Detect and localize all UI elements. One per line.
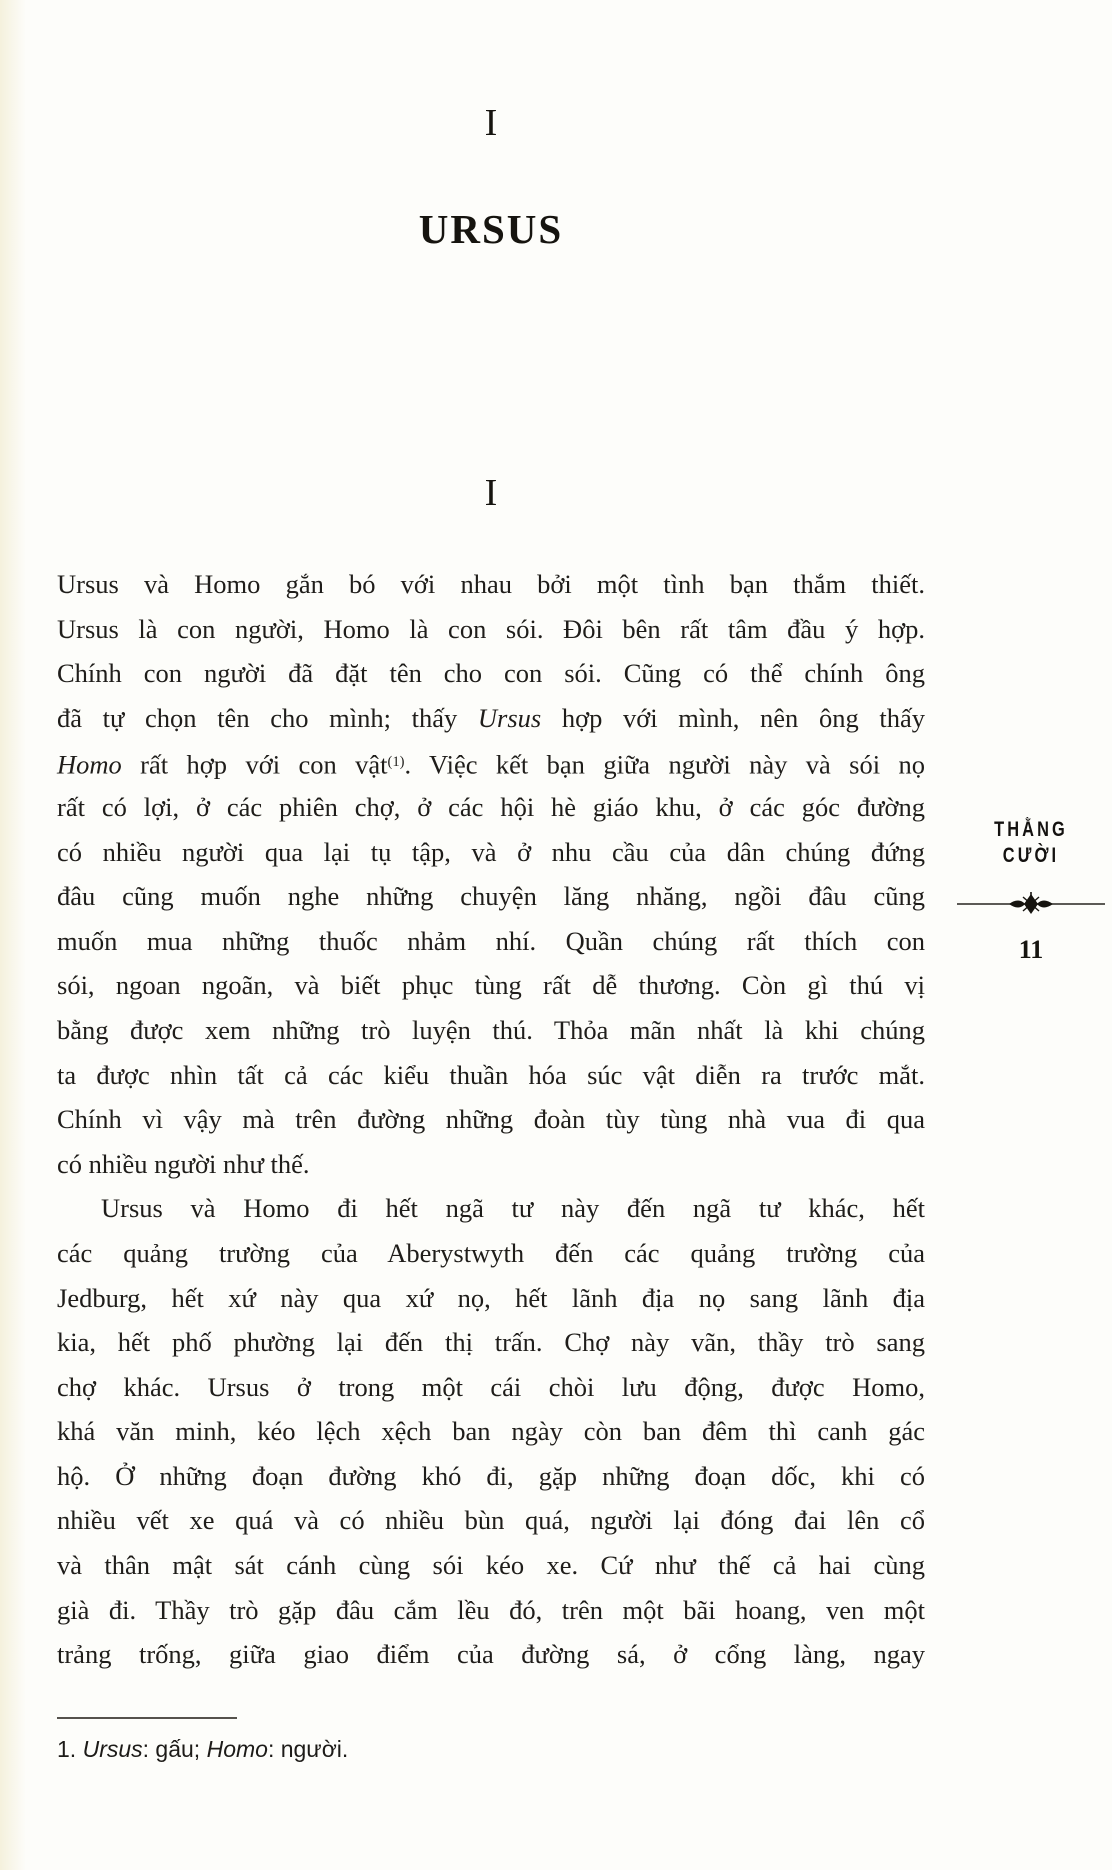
line-text: ta được nhìn tất cả các kiểu thuần hóa súc vật diễn ra trước mắt. <box>57 1059 925 1090</box>
body-line <box>57 1320 925 1365</box>
line-text: kia, hết phố phường lại đến thị trấn. Chợ này vãn, thầy trò sang <box>57 1327 925 1358</box>
scan-edge-shadow <box>0 0 26 1870</box>
line-text: các quảng trường của Aberystwyth đến các quảng trường của <box>57 1237 925 1268</box>
body-line <box>57 1632 925 1677</box>
line-text: nhiều vết xe quá và có nhiều bùn quá, người lại đóng đai lên cổ <box>57 1505 925 1536</box>
body-line <box>57 651 925 696</box>
line-text: và thân mật sát cánh cùng sói kéo xe. Cứ như thế cả hai cùng <box>57 1550 925 1581</box>
line-text: Ursus và Homo gắn bó với nhau bởi một tình bạn thắm thiết. <box>57 569 925 599</box>
body-line <box>57 785 925 830</box>
line-text: rất có lợi, ở các phiên chợ, ở các hội hè giáo khu, ở các góc đường <box>57 791 925 822</box>
footnote-definition: : người. <box>267 1736 349 1762</box>
line-text: . Việc kết bạn giữa người này và sói nọ <box>404 749 925 780</box>
body-line <box>57 1588 925 1633</box>
body-line <box>57 1365 925 1410</box>
body-line <box>57 874 925 919</box>
line-text: đâu cũng muốn nghe những chuyện lăng nhăng, ngồi đâu cũng <box>57 881 925 912</box>
footnote-marker: 1. <box>57 1736 83 1762</box>
body-line <box>57 1409 925 1454</box>
footnote <box>57 1734 757 1764</box>
line-text: chợ khác. Ursus ở trong một cái chòi lưu động, được Homo, <box>57 1371 925 1402</box>
italic-term: Ursus <box>477 702 542 733</box>
body-line <box>57 830 925 875</box>
chapter-number: I <box>484 102 498 144</box>
line-text: Jedburg, hết xứ này qua xứ nọ, hết lãnh địa nọ sang lãnh địa <box>57 1282 925 1313</box>
body-line <box>57 1097 925 1142</box>
line-text: đã tự chọn tên cho mình; thấy <box>57 702 478 733</box>
line-text: Chính con người đã đặt tên cho con sói. Cũng có thể chính ông <box>57 658 925 689</box>
line-text: Ursus và Homo đi hết ngã tư này đến ngã tư khác, hết <box>101 1193 925 1224</box>
body-line <box>57 963 925 1008</box>
line-text: hợp với mình, nên ông thấy <box>541 702 925 733</box>
body-line <box>57 1543 925 1588</box>
footnote-term: Ursus <box>82 1736 143 1762</box>
running-title-line2: CƯỜI <box>1002 844 1060 867</box>
line-text: hộ. Ở những đoạn đường khó đi, gặp những đoạn dốc, khi có <box>57 1460 925 1491</box>
body-line <box>57 607 925 652</box>
line-text: muốn mua những thuốc nhảm nhí. Quần chúng rất thích con <box>57 925 925 956</box>
body-line <box>57 1231 925 1276</box>
body-line <box>57 1454 925 1499</box>
line-text: già đi. Thầy trò gặp đâu cắm lều đó, trên một bãi hoang, ven một <box>57 1594 925 1625</box>
body-line-paragraph-end <box>57 1142 925 1187</box>
body-line-paragraph-start <box>57 1186 925 1231</box>
line-text: bằng được xem những trò luyện thú. Thỏa mãn nhất là khi chúng <box>57 1014 925 1045</box>
italic-term: Homo <box>57 749 122 780</box>
line-text: trảng trống, giữa giao điểm của đường sá, ở cổng làng, ngay <box>57 1639 925 1670</box>
page-number: 11 <box>1018 935 1044 964</box>
body-line <box>57 696 925 741</box>
line-text: sói, ngoan ngoãn, và biết phục tùng rất dễ thương. Còn gì thú vị <box>57 970 925 1001</box>
line-text: có nhiều người qua lại tụ tập, và ở nhu cầu của dân chúng đứng <box>57 836 925 867</box>
chapter-title: URSUS <box>418 206 564 252</box>
footnote-rule <box>57 1717 237 1719</box>
fleuron-ornament-icon <box>955 891 1107 917</box>
body-line <box>57 1276 925 1321</box>
line-text: rất hợp với con vật <box>121 749 388 780</box>
running-title-line1: THẰNG <box>994 818 1068 841</box>
margin-running-header <box>953 817 1109 965</box>
body-line <box>57 1053 925 1098</box>
body-line <box>57 1008 925 1053</box>
line-text: Chính vì vậy mà trên đường những đoàn tùy tùng nhà vua đi qua <box>57 1104 925 1135</box>
line-text: Ursus là con người, Homo là con sói. Đôi bên rất tâm đầu ý hợp. <box>57 613 925 644</box>
footnote-reference: (1) <box>387 754 405 771</box>
body-line <box>57 740 925 785</box>
footnote-definition: : gấu; <box>142 1736 207 1762</box>
footnote-term: Homo <box>206 1736 268 1762</box>
body-line <box>57 1498 925 1543</box>
line-text: có nhiều người như thế. <box>57 1148 310 1179</box>
body-line <box>57 562 925 607</box>
line-text: khá văn minh, kéo lệch xệch ban ngày còn ban đêm thì canh gác <box>57 1416 925 1447</box>
body-text <box>57 562 925 1677</box>
section-number: I <box>484 472 498 514</box>
body-line <box>57 919 925 964</box>
